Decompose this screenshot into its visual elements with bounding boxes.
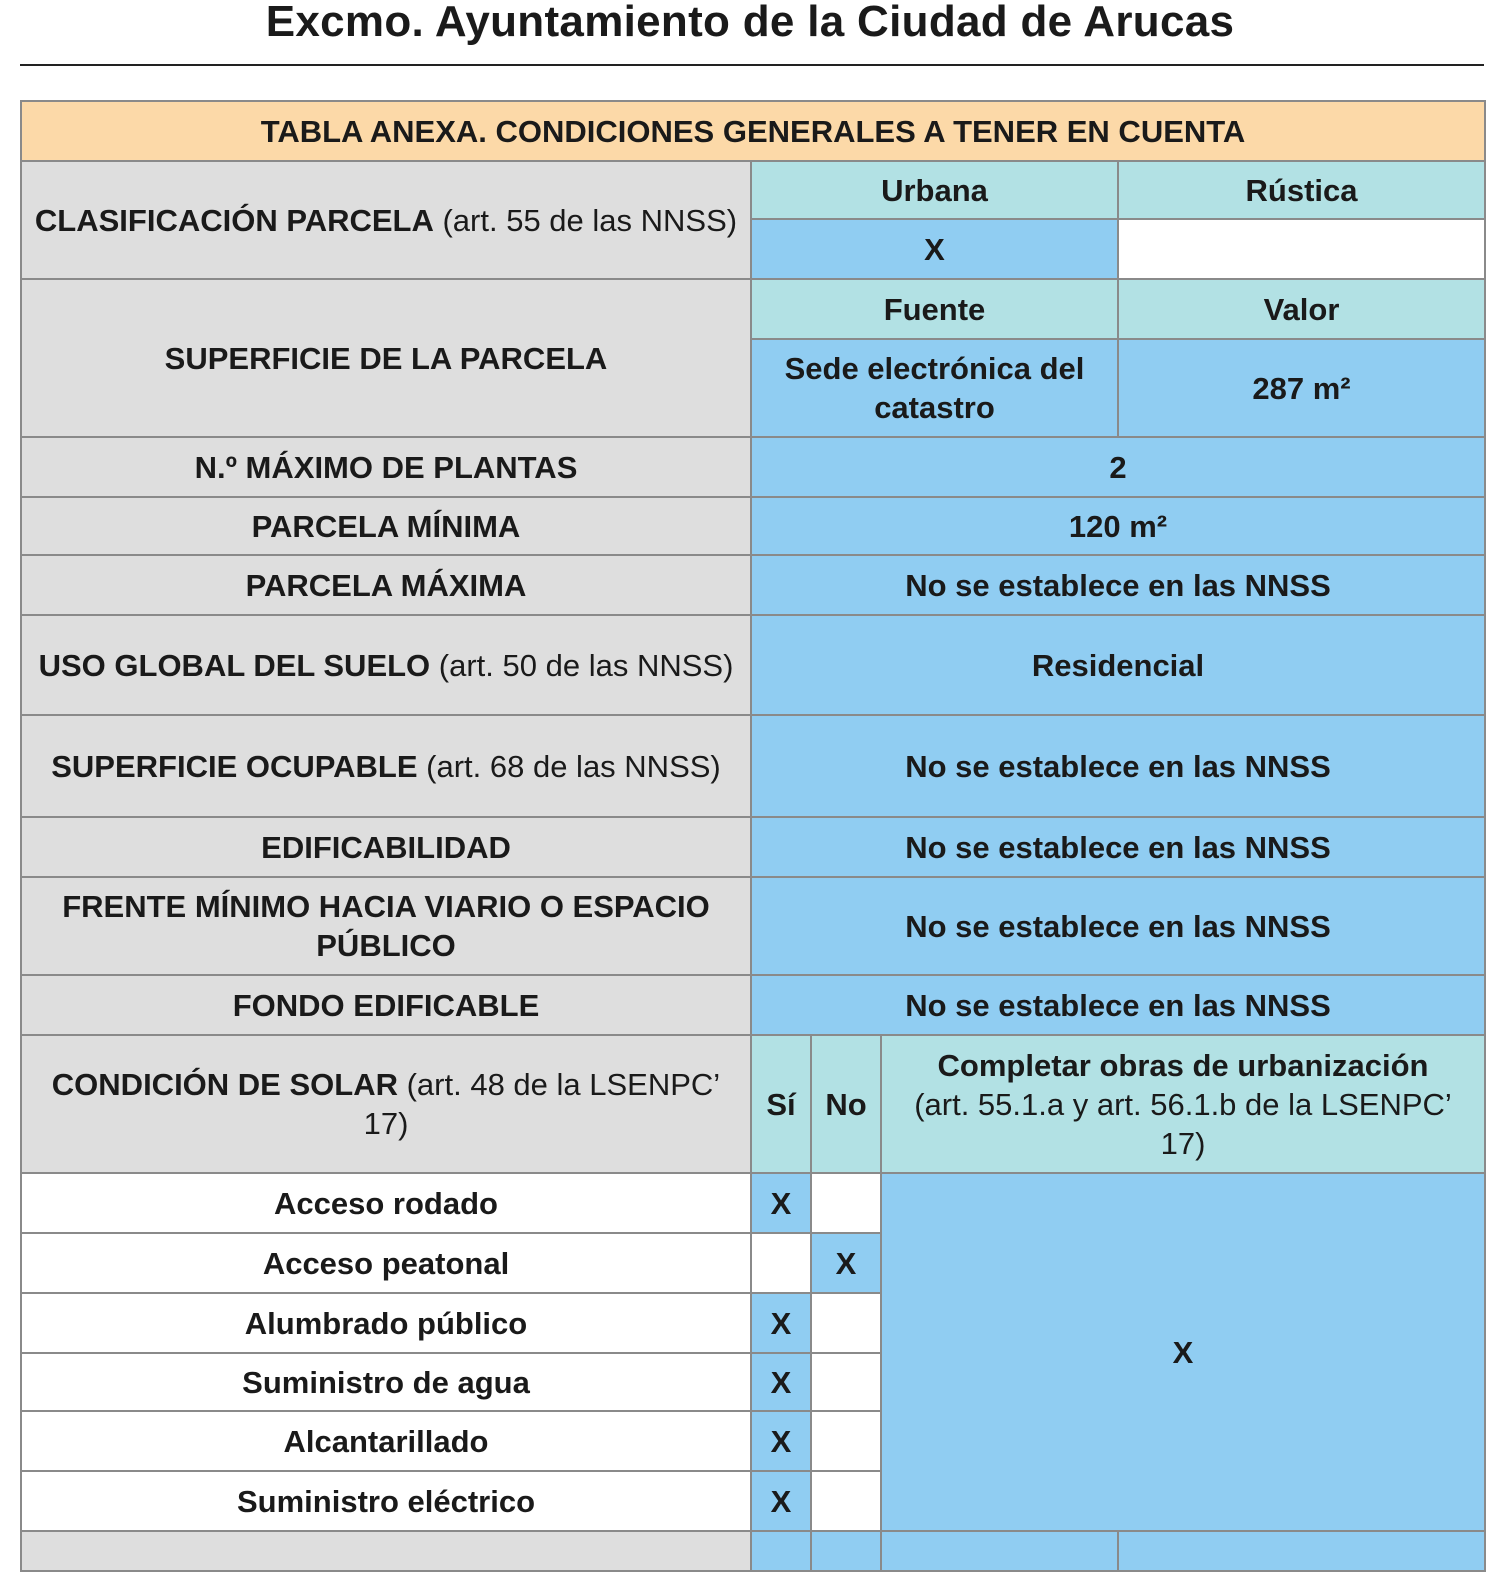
solar-item-no <box>811 1353 881 1411</box>
solar-item-label: Alumbrado público <box>21 1293 751 1353</box>
next-row-cell <box>751 1531 811 1571</box>
row-label-text: PARCELA MÍNIMA <box>251 508 521 544</box>
row-label-text: FONDO EDIFICABLE <box>232 987 540 1023</box>
solar-item-si <box>751 1233 811 1293</box>
col-urbana-header: Urbana <box>751 161 1118 219</box>
row-label-text: N.º MÁXIMO DE PLANTAS <box>194 449 578 485</box>
solar-item-si: X <box>751 1173 811 1233</box>
solar-item-no <box>811 1173 881 1233</box>
solar-item-label: Suministro eléctrico <box>21 1471 751 1531</box>
header-divider <box>20 64 1484 66</box>
urbana-mark: X <box>751 219 1118 279</box>
obras-header-title: Completar obras de urbanización <box>937 1047 1429 1083</box>
row-value: No se establece en las NNSS <box>751 975 1485 1035</box>
solar-item-label: Alcantarillado <box>21 1411 751 1471</box>
solar-item-label: Acceso peatonal <box>21 1233 751 1293</box>
solar-note: (art. 48 de la LSENPC’ 17) <box>363 1067 721 1141</box>
next-row-cell <box>811 1531 881 1571</box>
col-no-header: No <box>811 1035 881 1173</box>
row-label-note: (art. 50 de las NNSS) <box>430 647 734 683</box>
row-label-note: (art. 68 de las NNSS) <box>417 748 721 784</box>
obras-mark: X <box>881 1173 1485 1531</box>
row-label <box>21 437 751 497</box>
col-valor-header: Valor <box>1118 279 1485 339</box>
row-label-text: FRENTE MÍNIMO HACIA VIARIO O ESPACIO PÚBLICO <box>62 889 710 963</box>
document-title: Excmo. Ayuntamiento de la Ciudad de Arucas <box>265 0 1235 46</box>
superficie-fuente: Sede electrónica del catastro <box>751 339 1118 437</box>
solar-item-no <box>811 1411 881 1471</box>
obras-header-note: (art. 55.1.a y art. 56.1.b de la LSENPC’ 17) <box>914 1086 1452 1161</box>
row-value: 2 <box>751 437 1485 497</box>
conditions-table <box>20 100 1486 1572</box>
solar-item-label: Suministro de agua <box>21 1353 751 1411</box>
clasificacion-label <box>21 161 751 279</box>
table-title: TABLA ANEXA. CONDICIONES GENERALES A TENER EN CUENTA <box>21 101 1485 161</box>
superficie-label: SUPERFICIE DE LA PARCELA <box>21 279 751 437</box>
solar-item-si: X <box>751 1471 811 1531</box>
next-row-cell <box>881 1531 1118 1571</box>
superficie-valor: 287 m² <box>1118 339 1485 437</box>
row-value: No se establece en las NNSS <box>751 877 1485 975</box>
solar-item-si: X <box>751 1411 811 1471</box>
row-value: No se establece en las NNSS <box>751 555 1485 615</box>
row-label <box>21 497 751 555</box>
row-label-text: EDIFICABILIDAD <box>261 829 511 865</box>
rustica-mark <box>1118 219 1485 279</box>
row-label <box>21 615 751 715</box>
col-rustica-header: Rústica <box>1118 161 1485 219</box>
row-value: No se establece en las NNSS <box>751 817 1485 877</box>
next-row-cell <box>1118 1531 1485 1571</box>
row-label-text: USO GLOBAL DEL SUELO <box>38 647 431 683</box>
row-label <box>21 715 751 817</box>
next-row-label <box>21 1531 751 1571</box>
solar-label <box>21 1035 751 1173</box>
solar-item-si: X <box>751 1293 811 1353</box>
row-value: 120 m² <box>751 497 1485 555</box>
col-fuente-header: Fuente <box>751 279 1118 339</box>
row-value: Residencial <box>751 615 1485 715</box>
row-label <box>21 555 751 615</box>
row-label <box>21 817 751 877</box>
col-obras-header <box>881 1035 1485 1173</box>
row-label <box>21 975 751 1035</box>
row-value: No se establece en las NNSS <box>751 715 1485 817</box>
clasificacion-label-text: CLASIFICACIÓN PARCELA <box>34 202 434 238</box>
solar-item-no <box>811 1471 881 1531</box>
solar-item-si: X <box>751 1353 811 1411</box>
solar-label-text: CONDICIÓN DE SOLAR <box>51 1067 398 1102</box>
conditions-sheet <box>20 100 1484 1540</box>
row-label-text: PARCELA MÁXIMA <box>245 567 527 603</box>
solar-item-label: Acceso rodado <box>21 1173 751 1233</box>
solar-item-no: X <box>811 1233 881 1293</box>
col-si-header: Sí <box>751 1035 811 1173</box>
solar-item-no <box>811 1293 881 1353</box>
row-label-text: SUPERFICIE OCUPABLE <box>51 748 418 784</box>
row-label <box>21 877 751 975</box>
clasificacion-note: (art. 55 de las NNSS) <box>433 202 738 238</box>
